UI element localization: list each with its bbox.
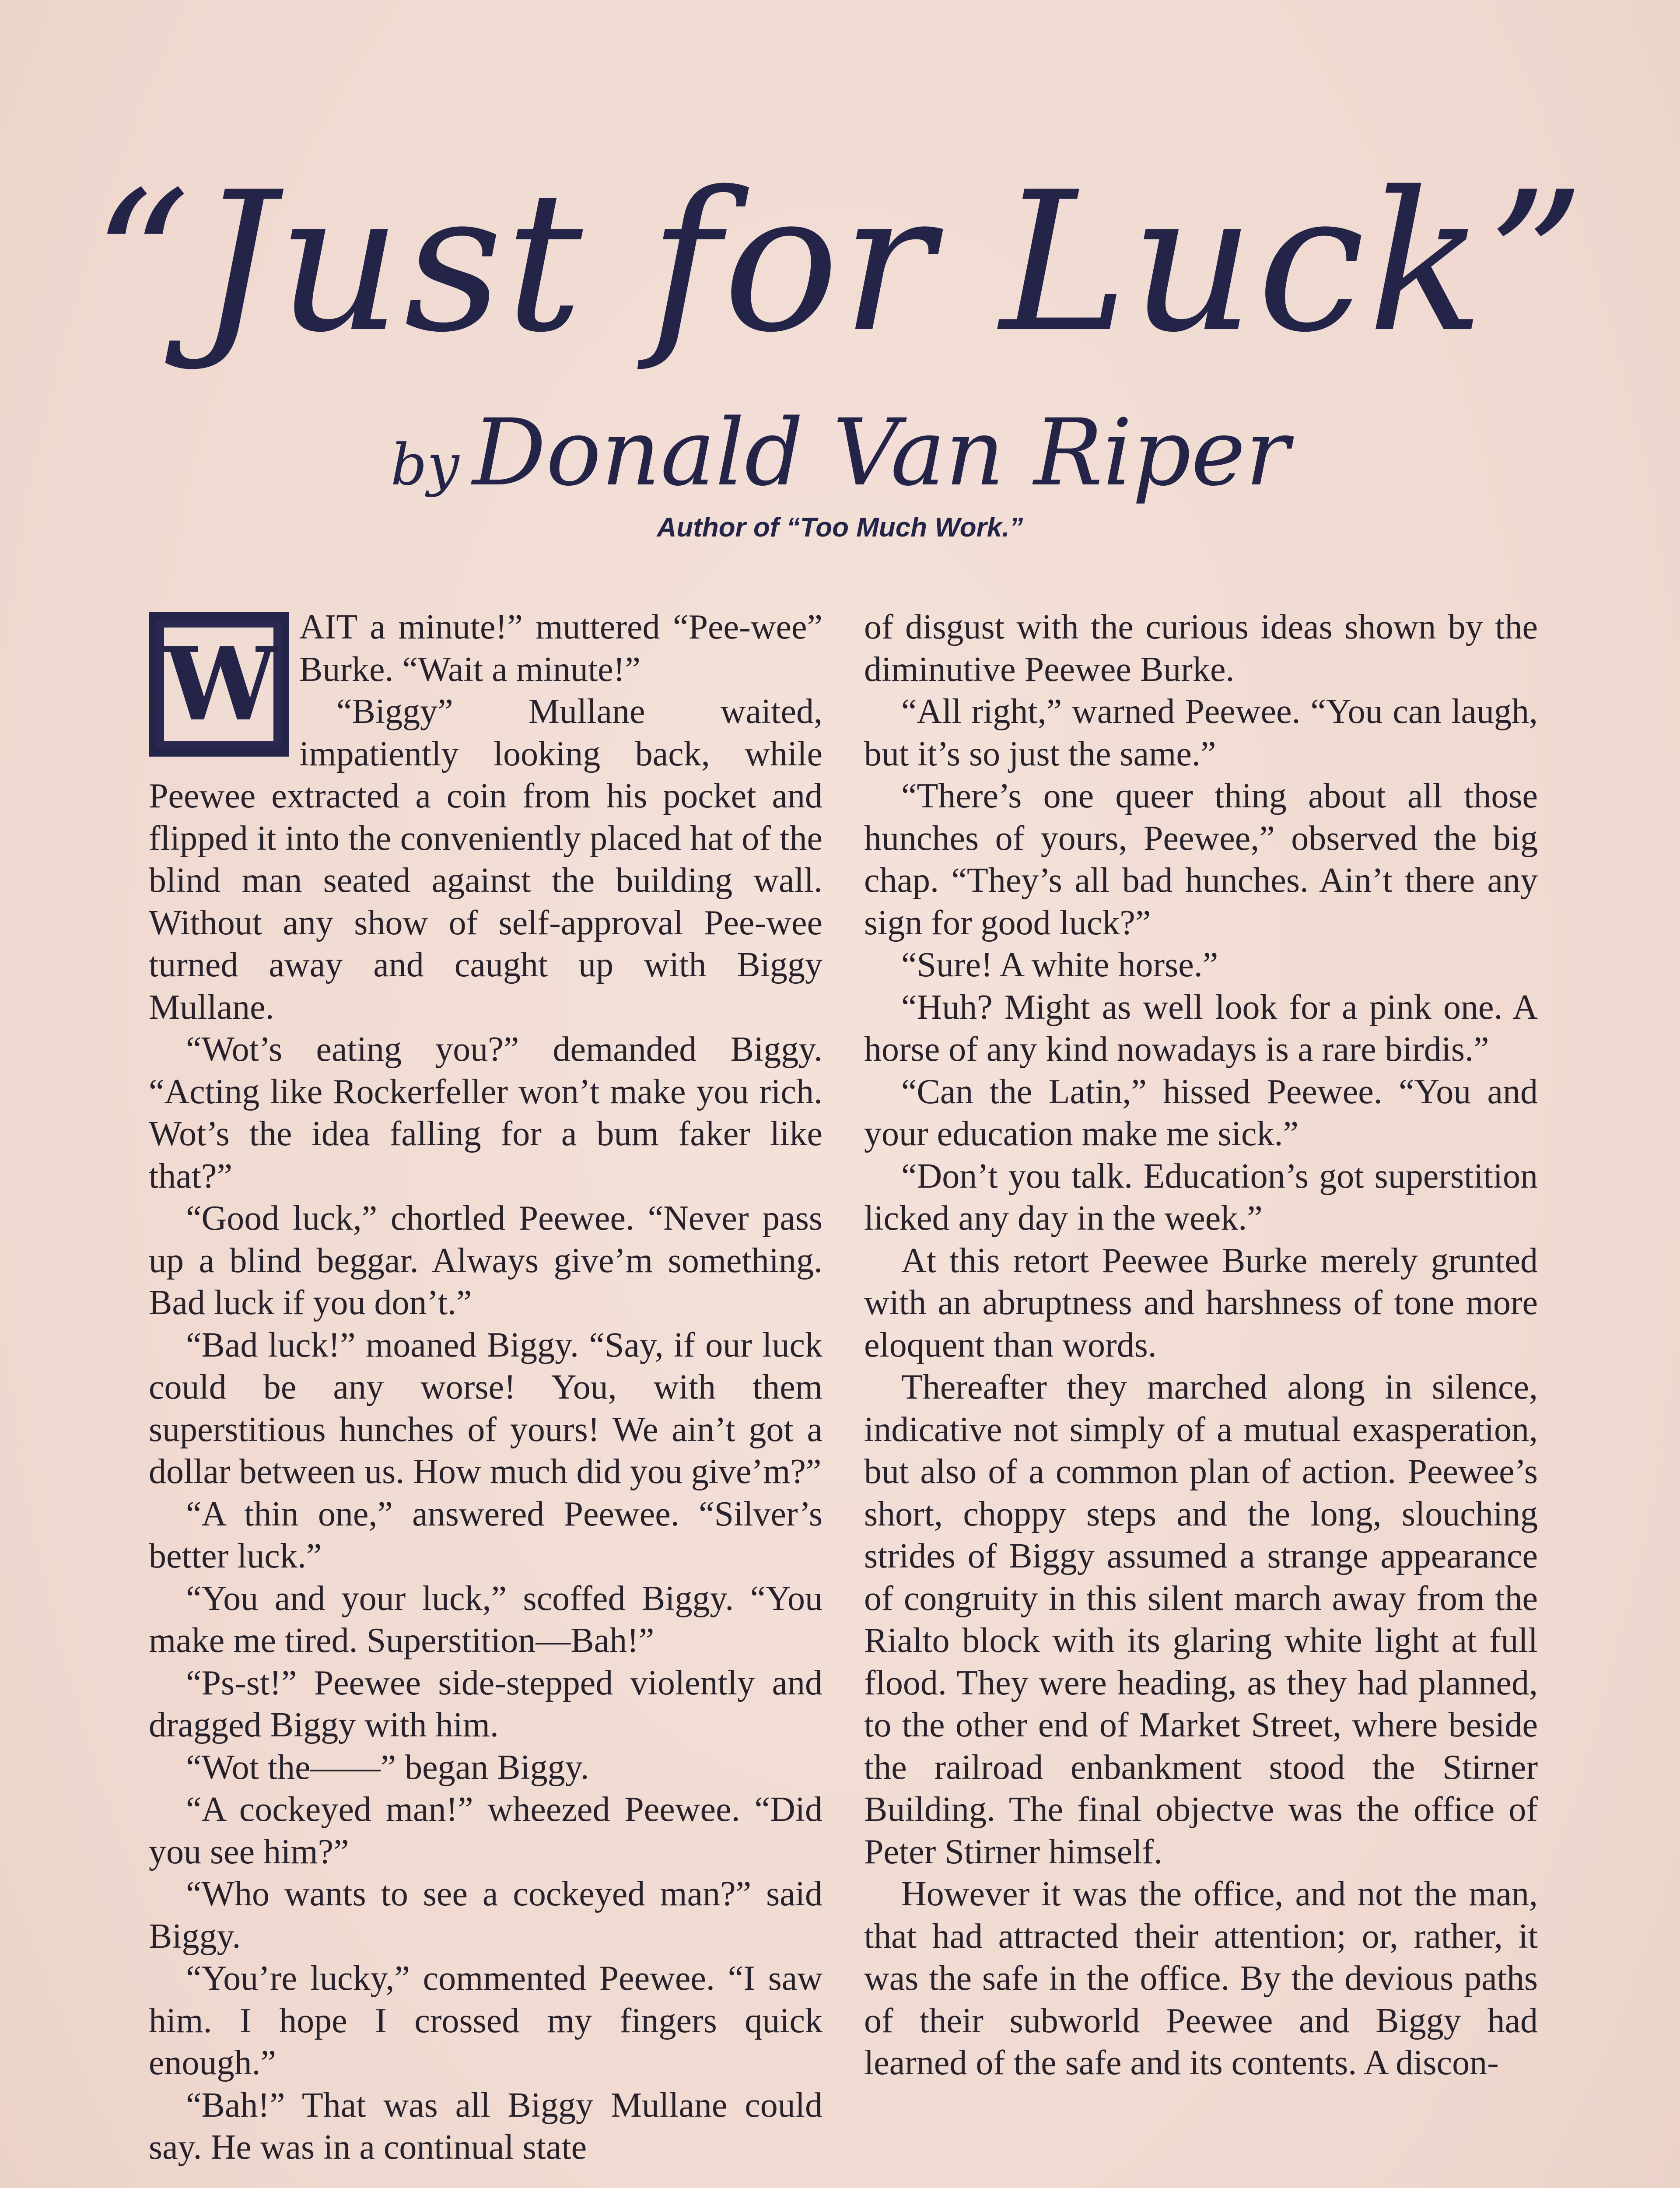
byline-by: by (390, 431, 459, 498)
paragraph: “You’re lucky,” commented Peewee. “I saw him. I hope I crossed my fingers quick enough.” (149, 1959, 822, 2082)
paragraph: At this retort Peewee Burke merely grunted with an abruptness and harshness of tone more eloquent than words. (864, 1241, 1538, 1364)
paragraph: “Ps-st!” Peewee side-stepped violently and dragged Biggy with him. (149, 1663, 822, 1744)
paragraph: “Who wants to see a cockeyed man?” said Biggy. (149, 1875, 822, 1956)
author-credit: Author of “Too Much Work.” (657, 512, 1023, 543)
paragraph: “A cockeyed man!” wheezed Peewee. “Did you see him?” (149, 1790, 822, 1871)
paragraph: “Bah!” That was all Biggy Mullane could say. He was in a continual state (149, 2086, 822, 2167)
paragraph: “Can the Latin,” hissed Peewee. “You and your education make me sick.” (864, 1072, 1538, 1153)
paragraph: “Good luck,” chortled Peewee. “Never pass up a blind beggar. Always give’m something. Bad luck if you don’t.” (149, 1199, 822, 1322)
paragraph: “Wot’s eating you?” demanded Biggy. “Acting like Rockerfeller won’t make you rich. Wot’s the idea falling for a bum faker like that?” (149, 1030, 822, 1196)
paragraph: However it was the office, and not the man, that had attracted their attention; or, rather, it was the safe in the office. By the devious paths of their subworld Peewee and Biggy had learned of the safe and its contents. A discon- (864, 1875, 1538, 2082)
drop-cap-letter: W (164, 625, 277, 743)
paragraph: “Huh? Might as well look for a pink one. A horse of any kind nowadays is a rare birdis.” (864, 988, 1538, 1069)
byline (0, 399, 1680, 506)
paragraph: “Wot the——” began Biggy. (186, 1748, 589, 1787)
left-column (149, 606, 822, 2169)
paragraph: AIT a minute!” muttered “Pee-wee” Burke. “Wait a minute!” (299, 608, 822, 689)
paragraph: “Don’t you talk. Education’s got superstition licked any day in the week.” (864, 1157, 1538, 1238)
paragraph: “All right,” warned Peewee. “You can laugh, but it’s so just the same.” (864, 692, 1538, 773)
paragraph: “Sure! A white horse.” (901, 946, 1218, 984)
paragraph: “Biggy” Mullane waited, impatiently looking back, while Peewee extracted a coin from his pocket and flipped it into the conveniently placed hat of the blind man seated against the building wall. Without any show of self-approval Pee-wee turned away and caught up with Biggy Mullane. (149, 692, 822, 1027)
author-name: Donald Van Riper (472, 399, 1290, 506)
paragraph: “Bad luck!” moaned Biggy. “Say, if our luck could be any worse! You, with them superstitious hunches of yours! We ain’t got a dollar between us. How much did you give’m?” (149, 1325, 822, 1491)
paragraph: “There’s one queer thing about all those hunches of yours, Peewee,” observed the big chap. “They’s all bad hunches. Ain’t there any sign for good luck?” (864, 777, 1538, 942)
paragraph: of disgust with the curious ideas shown by the diminutive Peewee Burke. (864, 608, 1538, 689)
paragraph: Thereafter they marched along in silence, indicative not simply of a mutual exasperation, but also of a common plan of action. Peewee’s short, choppy steps and the long, slouching strides of Biggy assumed a strange appearance of congruity in this silent march away from the Rialto block with its glaring white light at full flood. They were heading, as they had planned, to the other end of Market Street, where beside the railroad enbankment stood the Stirner Building. The final objectve was the office of Peter Stirner himself. (864, 1368, 1538, 1871)
story-title: “Just for Luck” (92, 151, 1588, 375)
paragraph: “A thin one,” answered Peewee. “Silver’s better luck.” (149, 1494, 822, 1575)
right-column (864, 606, 1538, 2084)
drop-cap (149, 612, 289, 757)
paragraph: “You and your luck,” scoffed Biggy. “You make me tired. Superstition—Bah!” (149, 1579, 822, 1660)
